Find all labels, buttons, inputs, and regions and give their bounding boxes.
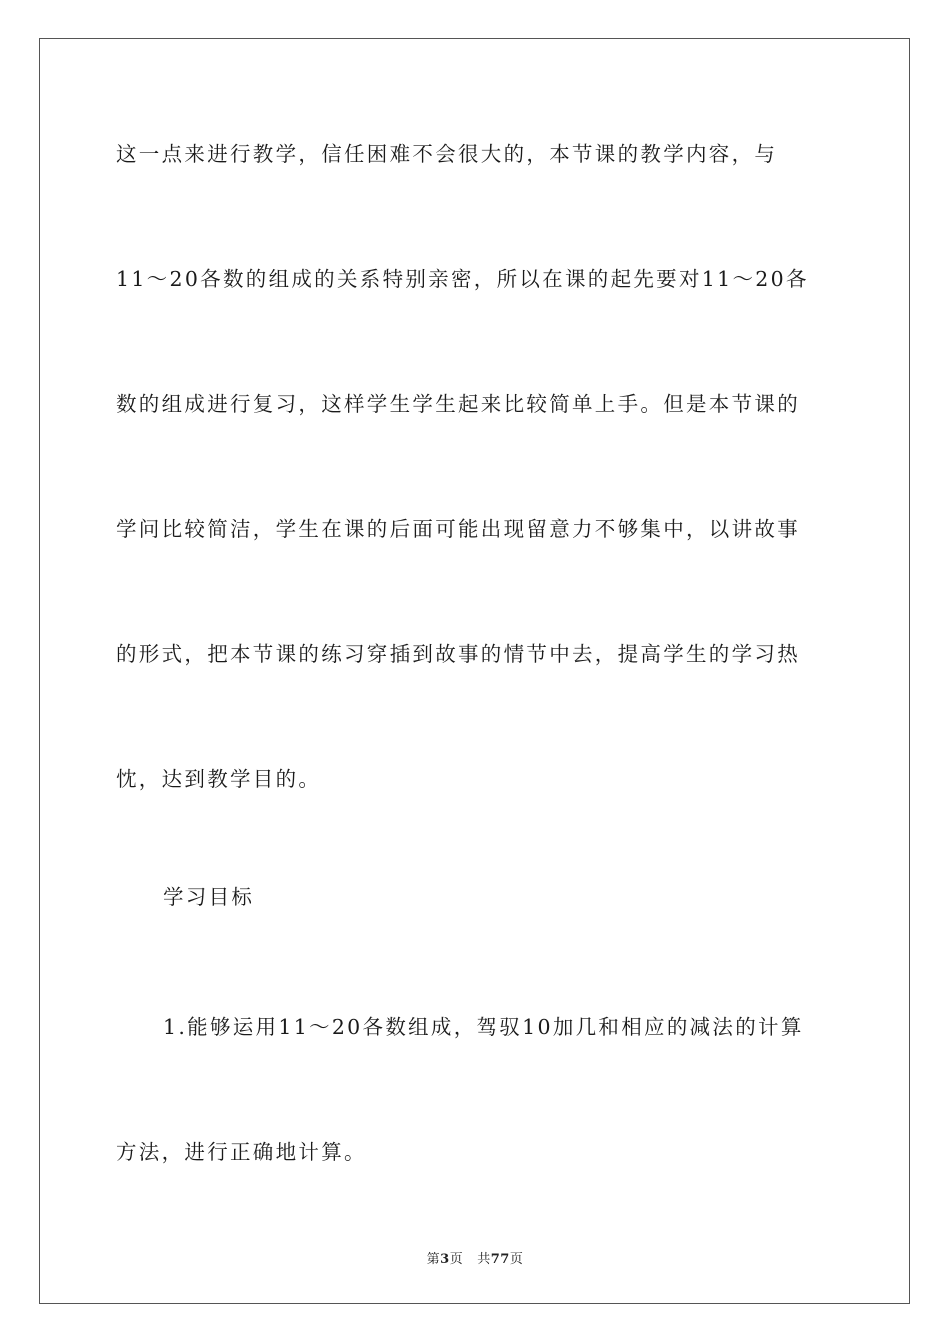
paragraph-line: 忱，达到教学目的。 [116,767,322,791]
total-prefix: 共 [477,1252,491,1267]
paragraph-line: 学问比较简洁，学生在课的后面可能出现留意力不够集中，以讲故事 [116,517,800,541]
paragraph-line: 的形式，把本节课的练习穿插到故事的情节中去，提高学生的学习热 [116,642,800,666]
paragraph-line: 11～20各数的组成的关系特别亲密，所以在课的起先要对11～20各 [116,267,809,291]
page-footer [0,1248,950,1267]
page-number: 3 [440,1252,450,1267]
page-suffix: 页 [449,1252,464,1267]
list-item-continuation: 方法，进行正确地计算。 [116,1140,367,1164]
paragraph-line: 这一点来进行教学，信任困难不会很大的，本节课的教学内容，与 [116,142,778,166]
page-border [39,38,910,1304]
total-suffix: 页 [509,1252,524,1267]
list-item: 1.能够运用11～20各数组成，驾驭10加几和相应的减法的计算 [163,1015,804,1039]
total-pages: 77 [490,1252,510,1267]
page-prefix: 第 [426,1252,441,1267]
paragraph-line: 数的组成进行复习，这样学生学生起来比较简单上手。但是本节课的 [116,392,800,416]
section-heading: 学习目标 [163,885,255,909]
